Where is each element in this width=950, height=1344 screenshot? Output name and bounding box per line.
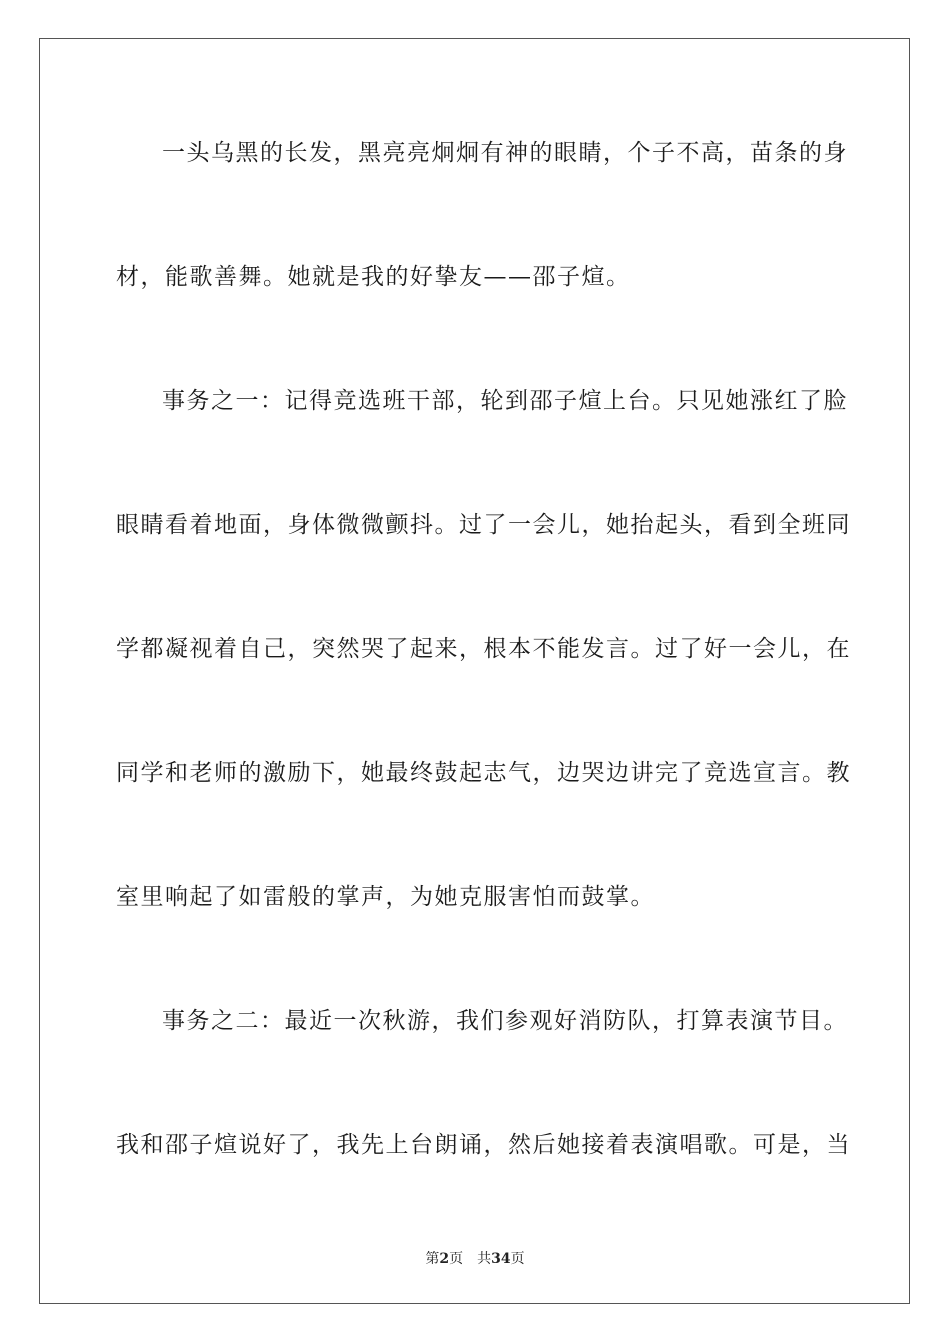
paragraph-line-4: 眼睛看着地面，身体微微颤抖。过了一会儿，她抬起头，看到全班同 bbox=[116, 512, 851, 538]
paragraph-line-6: 同学和老师的激励下，她最终鼓起志气，边哭边讲完了竞选宣言。教 bbox=[116, 760, 851, 786]
paragraph-line-7: 室里响起了如雷般的掌声，为她克服害怕而鼓掌。 bbox=[116, 884, 655, 910]
footer-total-suffix: 页 bbox=[510, 1251, 525, 1267]
footer-page-number: 2 bbox=[439, 1251, 450, 1267]
page-frame bbox=[39, 38, 910, 1304]
footer-page-prefix: 第 bbox=[425, 1251, 440, 1267]
paragraph-line-9: 我和邵子煊说好了，我先上台朗诵，然后她接着表演唱歌。可是，当 bbox=[116, 1132, 851, 1158]
paragraph-line-2: 材，能歌善舞。她就是我的好挚友——邵子煊。 bbox=[116, 264, 631, 290]
footer-total-pages: 34 bbox=[491, 1251, 511, 1267]
paragraph-line-1: 一头乌黑的长发，黑亮亮炯炯有神的眼睛，个子不高，苗条的身 bbox=[162, 140, 848, 166]
footer-total-prefix: 共 bbox=[477, 1251, 492, 1267]
paragraph-line-5: 学都凝视着自己，突然哭了起来，根本不能发言。过了好一会儿，在 bbox=[116, 636, 851, 662]
page-footer bbox=[0, 1248, 950, 1268]
paragraph-line-3: 事务之一：记得竞选班干部，轮到邵子煊上台。只见她涨红了脸 bbox=[162, 388, 848, 414]
footer-page-suffix: 页 bbox=[449, 1251, 464, 1267]
paragraph-line-8: 事务之二：最近一次秋游，我们参观好消防队，打算表演节目。 bbox=[162, 1008, 848, 1034]
